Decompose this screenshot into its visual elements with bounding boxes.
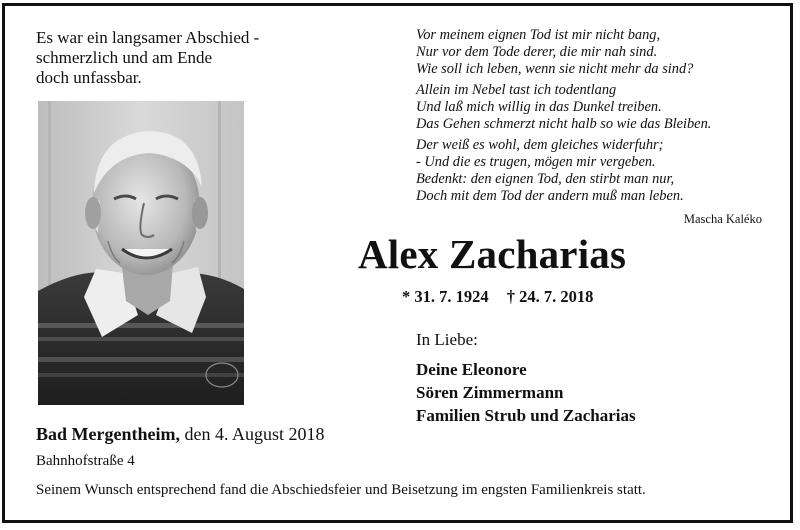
birth-date: * 31. 7. 1924 (402, 287, 489, 306)
portrait-image (38, 101, 244, 405)
mourners-intro: In Liebe: (416, 330, 478, 349)
poem-line: Und laß mich willig in das Dunkel treiben. (416, 99, 662, 115)
place-date (36, 424, 325, 445)
mourner-name: Sören Zimmermann (416, 383, 564, 402)
poem-line: Doch mit dem Tod der andern muß man leben. (416, 188, 684, 204)
portrait-photo (38, 101, 244, 405)
poem-line: Allein im Nebel tast ich todentlang (416, 82, 617, 98)
city: Bad Mergentheim, (36, 424, 180, 444)
intro-text (36, 28, 316, 88)
poem-line: Bedenkt: den eignen Tod, den stirbt man nur, (416, 171, 675, 187)
street-address: Bahnhofstraße 4 (36, 453, 135, 469)
poem-line: Das Gehen schmerzt nicht halb so wie das Bleiben. (416, 116, 712, 132)
poem-stanza (416, 27, 766, 78)
poem (416, 27, 766, 209)
intro-line: doch unfassbar. (36, 68, 142, 87)
life-dates (402, 287, 593, 307)
funeral-note: Seinem Wunsch entsprechend fand die Abschiedsfeier und Beisetzung im engsten Familienkreis statt. (36, 482, 646, 498)
mourner-name: Deine Eleonore (416, 360, 527, 379)
poem-stanza (416, 82, 766, 133)
poem-line: Vor meinem eignen Tod ist mir nicht bang, (416, 27, 661, 43)
death-date: † 24. 7. 2018 (506, 287, 594, 306)
poem-stanza (416, 137, 766, 205)
mourner-name: Familien Strub und Zacharias (416, 406, 636, 425)
poem-line: - Und die es trugen, mögen mir vergeben. (416, 154, 656, 170)
poem-author: Mascha Kaléko (683, 212, 762, 226)
intro-line: schmerzlich und am Ende (36, 48, 213, 67)
deceased-name: Alex Zacharias (358, 231, 627, 277)
poem-line: Der weiß es wohl, dem gleiches widerfuhr; (416, 137, 664, 153)
poem-line: Wie soll ich leben, wenn sie nicht mehr da sind? (416, 61, 694, 77)
intro-line: Es war ein langsamer Abschied - (36, 28, 260, 47)
notice-date: den 4. August 2018 (179, 424, 325, 444)
poem-line: Nur vor dem Tode derer, die mir nah sind. (416, 44, 658, 60)
mourners-list (416, 358, 636, 427)
